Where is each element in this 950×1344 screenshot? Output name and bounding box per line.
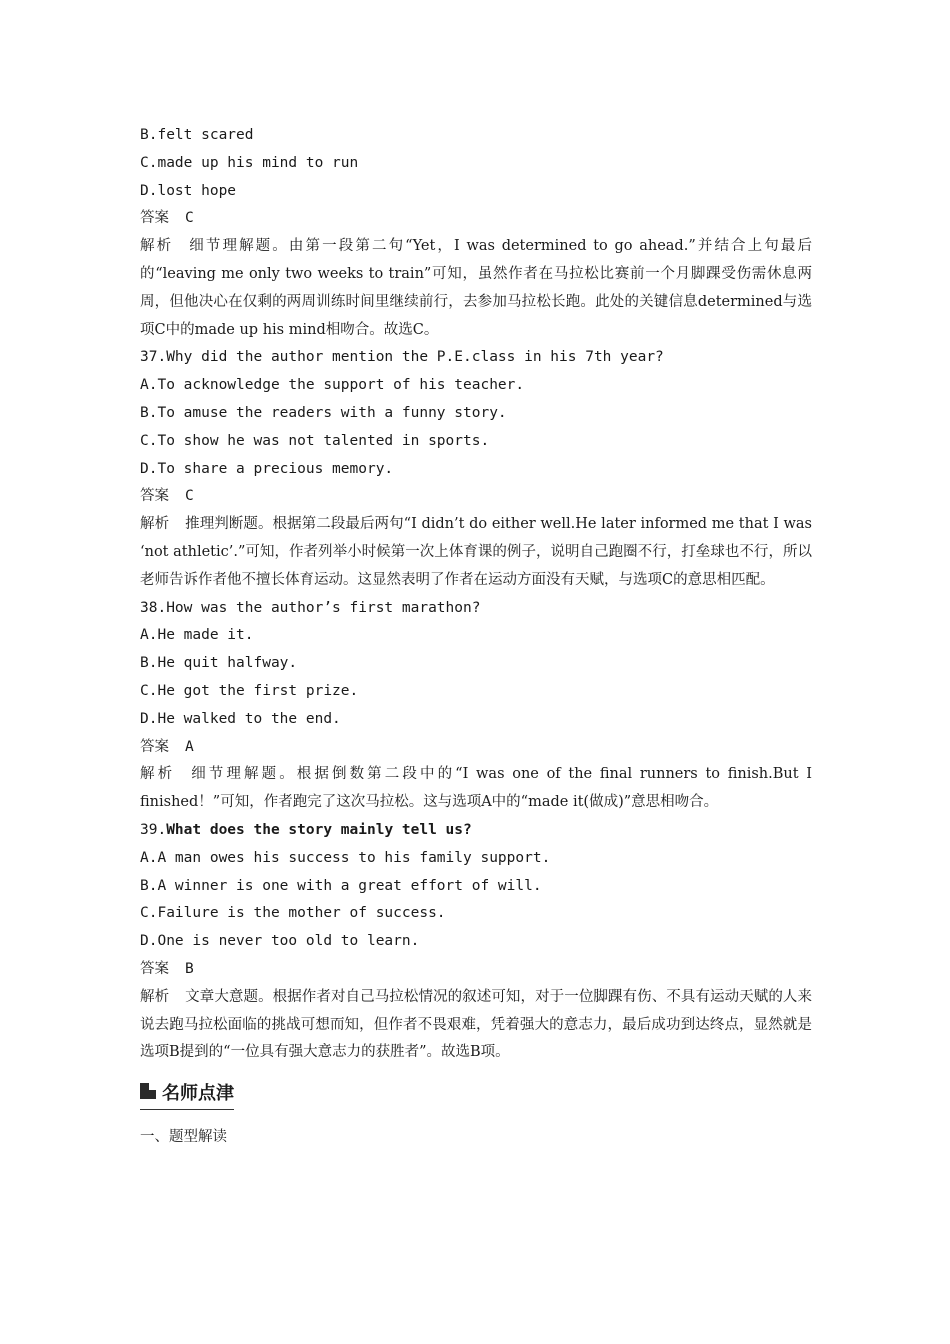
q36-analysis xyxy=(140,233,812,344)
q37-question: 37.Why did the author mention the P.E.class in his 7th year? xyxy=(140,349,664,366)
q38-answer xyxy=(140,734,812,762)
section-heading xyxy=(140,1079,234,1110)
answer-label: 答案 xyxy=(140,210,169,227)
analysis-text: 文章大意题。根据作者对自己马拉松情况的叙述可知，对于一位脚踝有伤、不具有运动天赋的人来说去跑马拉松面临的挑战可想而知，但作者不畏艰难，凭着强大的意志力，最后成功到达终点，显然就是选项B提到的“一位具有强大意志力的获胜者”。故选B项。 xyxy=(140,988,813,1061)
q37-option-d: D.To share a precious memory. xyxy=(140,460,394,477)
q36-option-b: B.felt scared xyxy=(140,127,254,143)
q38-analysis xyxy=(140,761,812,817)
section-subheading: 一、题型解读 xyxy=(140,1129,227,1146)
q39-number: 39. xyxy=(140,821,167,838)
q38-option-a: A.He made it. xyxy=(140,627,254,644)
answer-value: C xyxy=(185,488,194,505)
q38-question: 38.How was the author’s first marathon? xyxy=(140,599,481,616)
q37-analysis xyxy=(140,511,812,594)
q39-option-b: B.A winner is one with a great effort of will. xyxy=(140,877,542,894)
q37-option-b: B.To amuse the readers with a funny story. xyxy=(140,404,507,421)
analysis-label: 解析 xyxy=(140,516,170,533)
q39-option-c: C.Failure is the mother of success. xyxy=(140,905,446,922)
q39-answer xyxy=(140,956,812,984)
q37-answer xyxy=(140,483,812,511)
answer-label: 答案 xyxy=(140,738,169,755)
q37-option-c: C.To show he was not talented in sports. xyxy=(140,432,490,449)
analysis-text: 推理判断题。根据第二段最后两句“I didn’t do either well.He later informed me that I was ‘not athletic’.”可知，作者列举小时候第一次上体育课的例子，说明自己跑圈不行，打垒球也不行，所以老师告诉作者他不擅长体育运动。这显然表明了作者在运动方面没有天赋，与选项C的意思相匹配。 xyxy=(140,516,812,588)
analysis-label: 解析 xyxy=(140,988,170,1005)
answer-value: A xyxy=(185,738,194,755)
answer-label: 答案 xyxy=(140,960,169,977)
q36-option-d: D.lost hope xyxy=(140,182,237,199)
q39-option-a: A.A man owes his success to his family support. xyxy=(140,849,551,866)
q38-option-d: D.He walked to the end. xyxy=(140,710,341,727)
q38-option-b: B.He quit halfway. xyxy=(140,655,298,672)
answer-value: B xyxy=(185,960,194,977)
analysis-label: 解析 xyxy=(140,238,174,255)
answer-label: 答案 xyxy=(140,488,169,505)
analysis-label: 解析 xyxy=(140,766,176,783)
analysis-text: 细节理解题。由第一段第二句“Yet，I was determined to go ahead.”并结合上句最后的“leaving me only two weeks to train”可知，虽然作者在马拉松比赛前一个月脚踝受伤需休息两周，但他决心在仅剩的两周训练时间里继续前行，去参加马拉松长跑。此处的关键信息determined与选项C中的made up his mind相吻合。故选C。 xyxy=(140,238,813,338)
q37-option-a: A.To acknowledge the support of his teacher. xyxy=(140,377,525,394)
square-block-icon xyxy=(140,1083,156,1099)
answer-value: C xyxy=(185,210,194,227)
section-title: 名师点津 xyxy=(162,1083,234,1105)
q36-answer xyxy=(140,205,812,233)
analysis-text: 细节理解题。根据倒数第二段中的“I was one of the final runners to finish.But I finished！”可知，作者跑完了这次马拉松。这与选项A中的“made it(做成)”意思相吻合。 xyxy=(140,766,813,811)
q39-option-d: D.One is never too old to learn. xyxy=(140,933,420,950)
q39-question-text: What does the story mainly tell us? xyxy=(166,821,472,838)
q39-question xyxy=(140,817,812,845)
q36-option-c: C.made up his mind to run xyxy=(140,154,359,171)
q39-analysis xyxy=(140,984,812,1067)
q38-option-c: C.He got the first prize. xyxy=(140,682,359,699)
document-page xyxy=(140,122,812,1152)
